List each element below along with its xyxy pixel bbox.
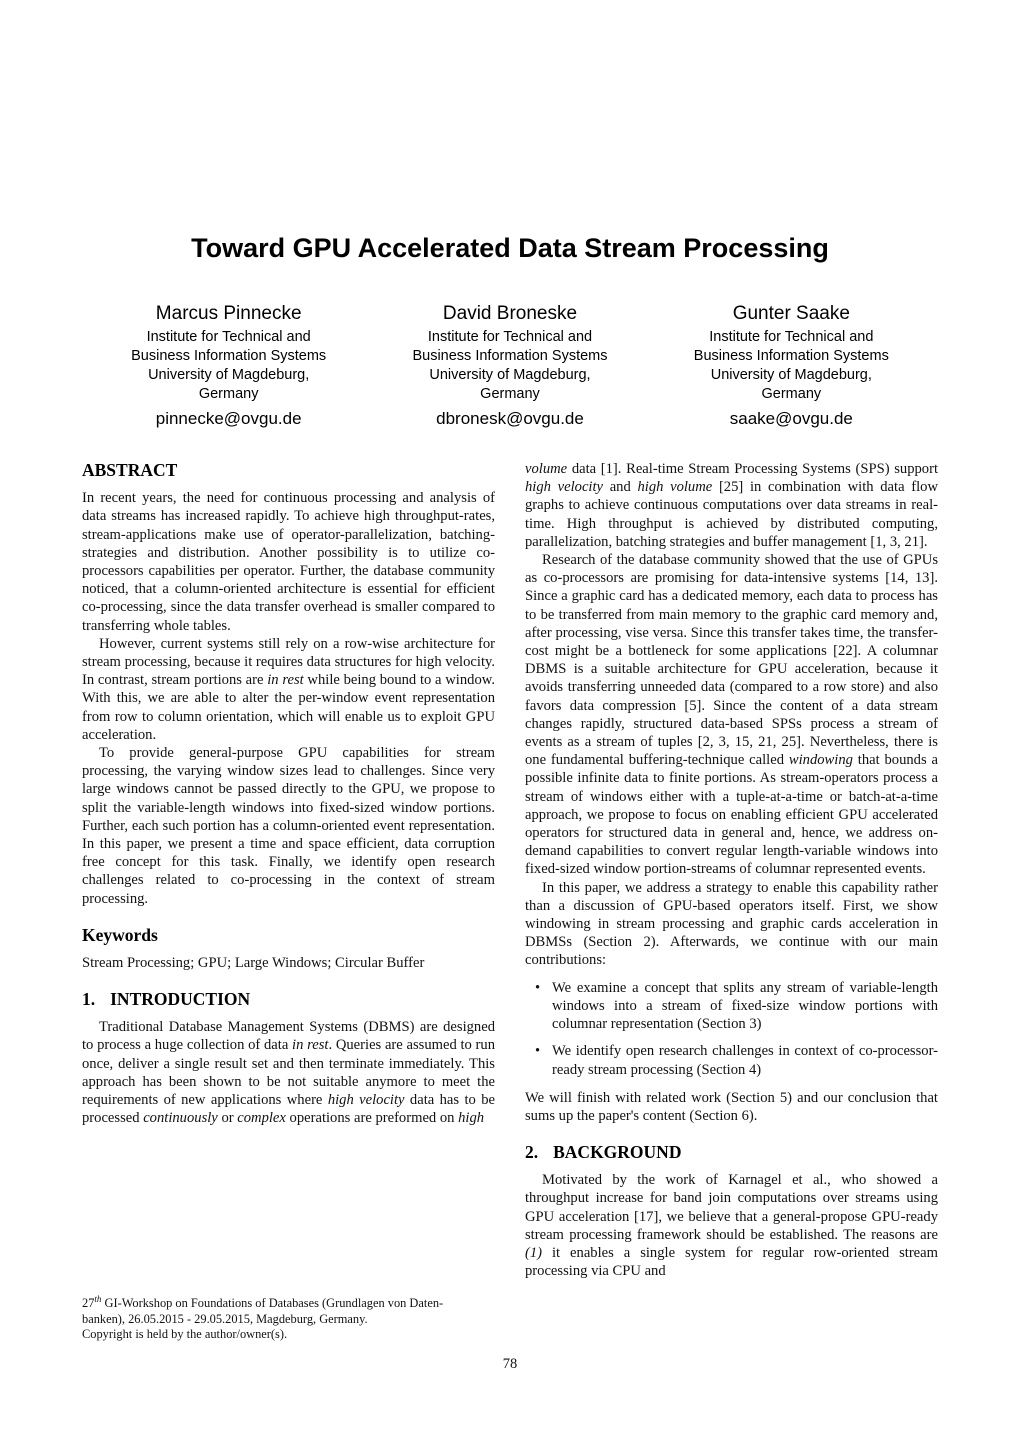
left-column [82,460,495,1280]
affiliation-line: Germany [480,386,540,402]
affiliation-line: Institute for Technical and [427,329,593,345]
section-title: BACKGROUND [553,1142,682,1163]
bullet-text: We identify open research challenges in context of co-processor-ready stream processing (Section 4) [552,1043,938,1078]
right-column [525,460,938,1280]
affiliation-line: Germany [198,386,259,402]
abstract-paragraph: To provide general-purpose GPU capabilities for stream processing, the varying window sizes lead to challenges. Since very large windows cannot be passed directly to the GPU, we propose to split the variable-length windows into fixed-sized window portions. Further, each such portion has a column-oriented event representation. In this paper, we present a time and space efficient, data corruption free concept for this task. Finally, we identify open research challenges related to co-processing in the context of stream processing. [82,744,495,907]
footnote-line: 27th GI-Workshop on Foundations of Databases (Grundlagen von Daten- [82,1294,444,1311]
section-title: INTRODUCTION [110,989,251,1010]
page-number: 78 [502,1356,518,1372]
affiliation-line: University of Magdeburg, [148,367,310,383]
section-number: 1. [82,989,96,1010]
author-email: dbronesk@ovgu.de [436,409,584,428]
author-email: saake@ovgu.de [729,409,853,428]
author-affiliation [369,328,650,404]
affiliation-line: Business Information Systems [131,348,327,364]
affiliation-line: Business Information Systems [412,348,608,364]
author-block [88,303,369,429]
bullet-text: We examine a concept that splits any stream of variable-length windows into a stream of fixed-size window portions with columnar representation (Section 3) [552,979,938,1033]
abstract-paragraph: However, current systems still rely on a row-wise architecture for stream processing, because it requires data structures for high velocity. In contrast, stream portions are in rest while being bound to a window. With this, we are able to alter the per-window event representation from row to column orientation, which will enable us to exploit GPU acceleration. [82,635,495,743]
abstract-paragraph: In recent years, the need for continuous processing and analysis of data streams has increased rapidly. To achieve high throughput-rates, stream-applications make use of operator-parallelization, batching-strategies and distribution. Another possibility is to utilize co-processors capabilities per operator. Further, the database community noticed, that a column-oriented architecture is essential for efficient co-processing, since the data transfer overhead is smaller compared to transferring whole tables. [82,490,495,634]
intro-paragraph: Traditional Database Management Systems (DBMS) are designed to process a huge collection of data in rest. Queries are assumed to run once, deliver a single result set and then terminate immediately. This approach has been shown to be not suitable anymore to meet the requirements of new applications where high velocity data has to be processed continuously or complex operations are preformed on high [82,1019,495,1127]
body-paragraph: In this paper, we address a strategy to enable this capability rather than a discussion of GPU-based operators itself. First, we show windowing in stream processing and graphic cards acceleration in DBMSs (Section 2). Afterwards, we continue with our main contributions: [525,879,938,969]
affiliation-line: Business Information Systems [693,348,889,364]
author-name: Gunter Saake [732,303,850,324]
copyright-footnote [82,1292,494,1343]
body-paragraph: We will finish with related work (Section 5) and our conclusion that sums up the paper's content (Section 6). [525,1089,938,1124]
body-paragraph: volume data [1]. Real-time Stream Processing Systems (SPS) support high velocity and high volume [25] in combination with data flow graphs to achieve continuous computations over data streams in real-time. High throughput is achieved by distributed computing, parallelization, batching strategies and buffer management [1, 3, 21]. [525,461,938,550]
section-number: 2. [525,1142,539,1163]
affiliation-line: Institute for Technical and [146,329,311,345]
two-column-body [82,460,938,1280]
affiliation-line: Germany [761,386,822,402]
keywords-text: Stream Processing; GPU; Large Windows; Circular Buffer [82,954,425,971]
section-heading-introduction [82,989,495,1009]
contribution-bullet [535,979,938,1034]
section-heading-background [525,1142,938,1162]
author-email: pinnecke@ovgu.de [155,409,302,428]
bullet-icon: • [535,1043,541,1060]
body-paragraph: Research of the database community showed that the use of GPUs as co-processors are promising for data-intensive systems [14, 13]. Since a graphic card has a dedicated memory, each data to process has to be transferred from main memory to the graphic card memory and, after processing, vise versa. Since this transfer takes time, the transfer-cost might be a bottleneck for some applications [22]. A columnar DBMS is a suitable architecture for GPU acceleration, because it avoids transferring unneeded data (compared to a row store) and also favors data compression [5]. Since the content of a data stream changes rapidly, structured data-based SPSs process a stream of events as a stream of tuples [2, 3, 15, 21, 25]. Nevertheless, there is one fundamental buffering-technique called windowing that bounds a possible infinite data to finite portions. As stream-operators process a stream of windows either with a tuple-at-a-time or batch-at-a-time approach, we propose to focus on enabling efficient GPU accelerated operators for structured data in general and, hence, we address on-demand capabilities to convert regular length-variable windows into fixed-sized window portion-streams of columnar represented events. [525,552,938,878]
affiliation-line: Institute for Technical and [709,329,874,345]
author-name: David Broneske [442,303,578,324]
contribution-bullet [535,1042,938,1078]
footnote-line: Copyright is held by the author/owner(s). [82,1327,288,1342]
author-block [651,303,932,429]
author-block [369,303,650,429]
affiliation-line: University of Magdeburg, [429,367,591,383]
paper-title: Toward GPU Accelerated Data Stream Processing [191,233,829,263]
author-name: Marcus Pinnecke [155,303,302,324]
keywords-heading: Keywords [82,924,158,945]
author-affiliation [88,328,369,404]
contribution-list [525,979,938,1079]
background-paragraph: Motivated by the work of Karnagel et al., who showed a throughput increase for band join computations over streams using GPU acceleration [17], we believe that a general-propose GPU-ready stream processing framework should be established. The reasons are (1) it enables a single system for regular row-oriented stream processing via CPU and [525,1172,938,1280]
bullet-icon: • [535,979,541,996]
author-block-row [88,303,932,429]
footnote-line: banken), 26.05.2015 - 29.05.2015, Magdeburg, Germany. [82,1311,368,1326]
abstract-heading: ABSTRACT [82,460,178,480]
author-affiliation [651,328,932,404]
affiliation-line: University of Magdeburg, [710,367,872,383]
